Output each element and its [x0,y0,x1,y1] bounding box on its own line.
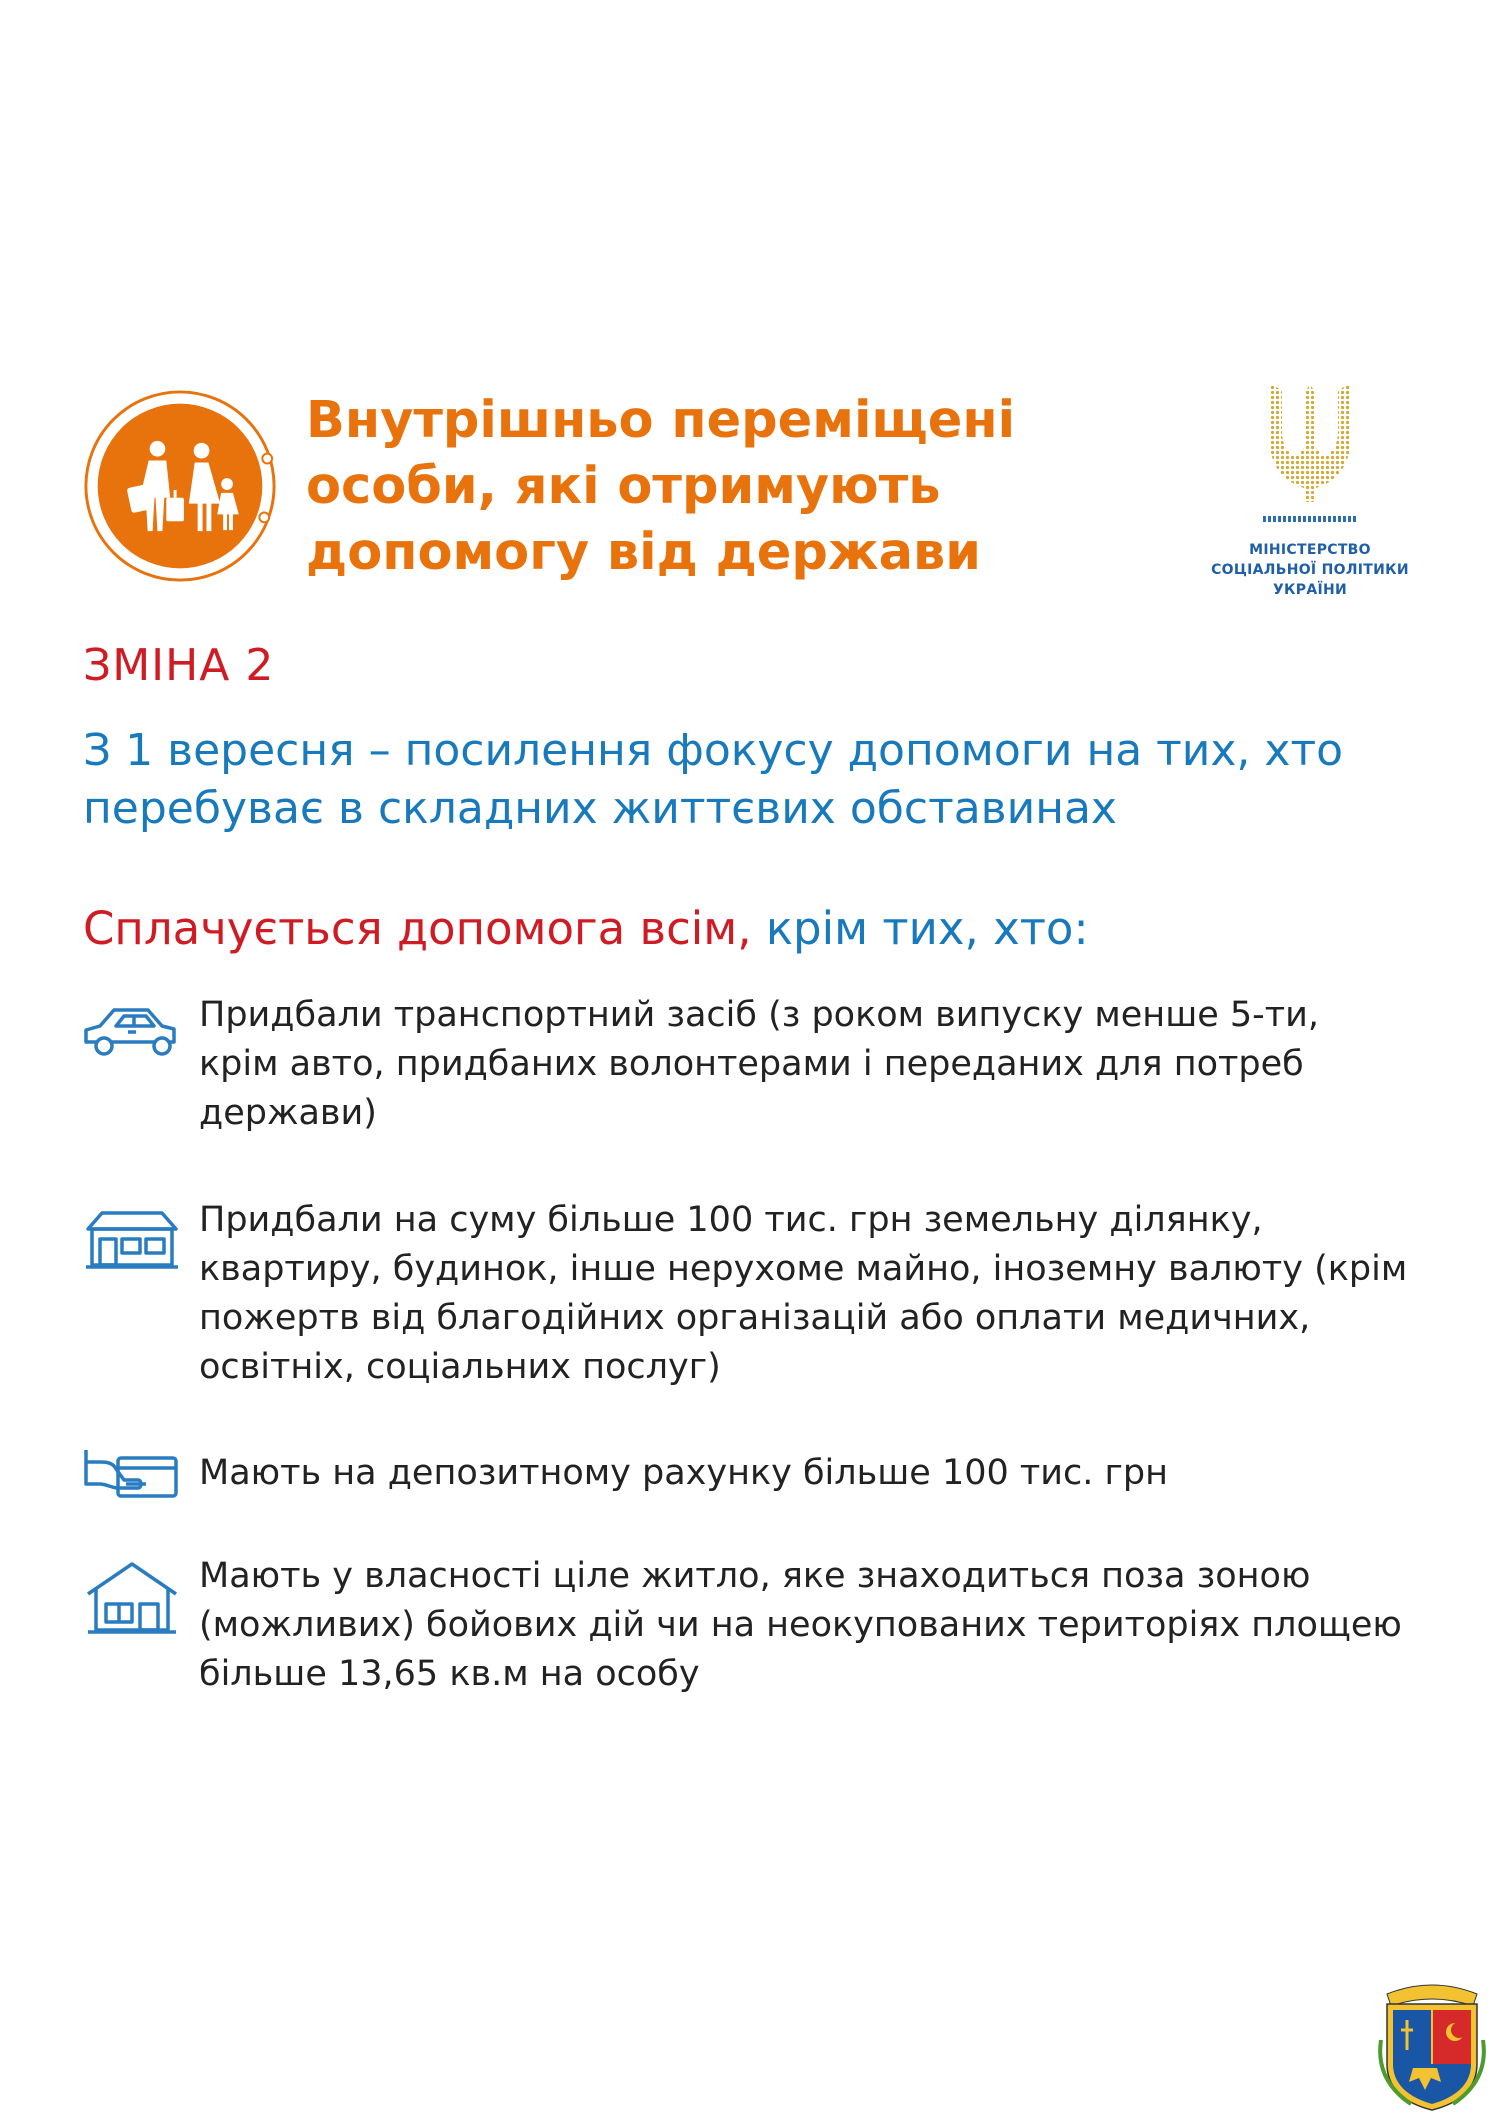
family-emblem-icon [82,388,278,584]
home-icon [82,1560,182,1640]
city-coat-of-arms-icon [1373,1970,1491,2114]
list-item-text: Мають у власності ціле житло, яке знаходиться поза зоною (можливих) бойових дій чи на неокупованих територіях площею більше 13,65 кв.м на особу [199,1556,1402,1694]
ministry-name [1200,540,1420,600]
ministry-name-line: СОЦІАЛЬНОЇ ПОЛІТИКИ [1211,562,1409,578]
subtitle: З 1 вересня – посилення фокусу допомоги на тих, хто перебуває в складних життєвих обставинах [83,725,1343,834]
condition-heading-red: Сплачується допомога всім, [83,902,752,955]
change-label: ЗМІНА 2 [83,640,275,691]
ukraine-trident-icon [1265,380,1355,504]
list-item-text: Придбали транспортний засіб (з роком випуску менше 5-ти, крім авто, придбаних волонтерами і переданих для потреб держави) [199,995,1320,1133]
condition-heading [83,902,1089,955]
hand-card-icon [82,1440,182,1510]
house-icon [82,1205,182,1275]
car-icon [82,1000,182,1070]
list-item-text: Придбали на суму більше 100 тис. грн земельну ділянку, квартиру, будинок, інше нерухоме майно, іноземну валюту (крім пожертв від благодійних організацій або оплати медичних, освітніх, соціальних послуг) [199,1200,1408,1387]
ministry-name-line: МІНІСТЕРСТВО [1249,542,1371,558]
ministry-name-line: УКРАЇНИ [1272,582,1348,598]
ministry-divider [1263,516,1358,522]
list-item-text: Мають на депозитному рахунку більше 100 тис. грн [199,1453,1169,1493]
condition-heading-blue: крім тих, хто: [751,902,1089,955]
page-title: Внутрішньо переміщені особи, які отримують допомогу від держави [306,391,1016,582]
